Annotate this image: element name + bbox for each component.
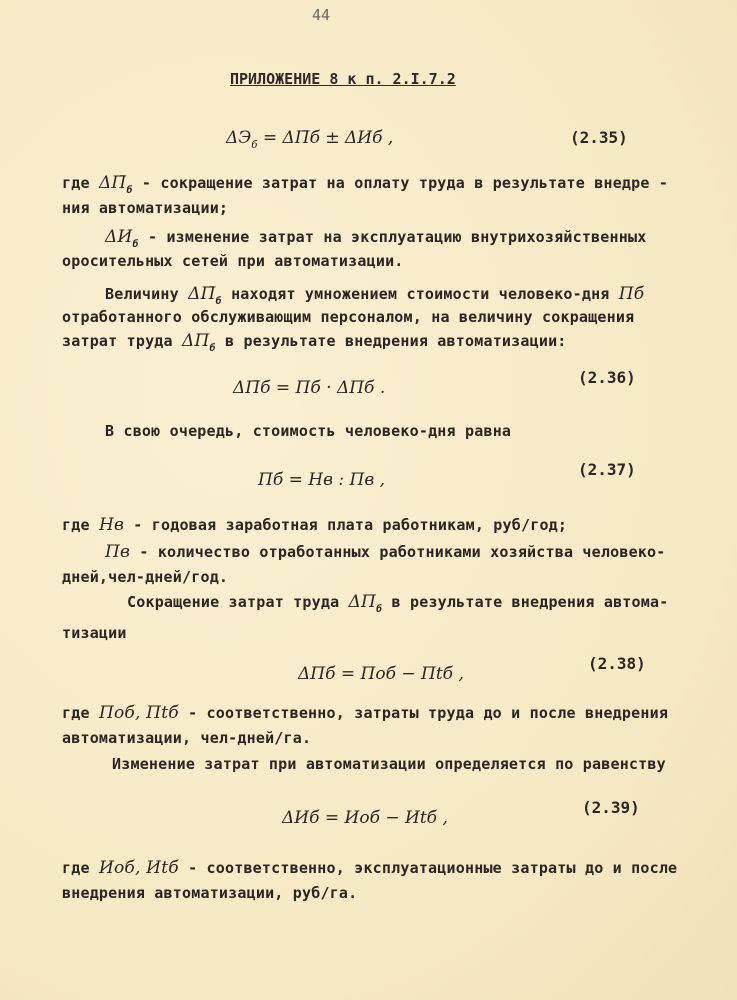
symbol: Иоб, Иtб	[98, 858, 179, 878]
paragraph-line: ния автоматизации;	[62, 199, 229, 217]
eq-lhs: ΔЭ	[226, 128, 252, 148]
paragraph-line	[62, 703, 668, 723]
paragraph-line: Изменение затрат при автоматизации определяется по равенству	[112, 755, 666, 773]
equation-2-39: ΔИб = Иоб − Иtб ,	[282, 808, 448, 828]
symbol: ΔИ	[105, 227, 133, 247]
equation-number-2-36: (2.36)	[578, 368, 636, 387]
paragraph-line	[105, 542, 666, 562]
symbol: ΔП	[348, 592, 377, 612]
text: в результате внедрения автома-	[391, 593, 669, 611]
paragraph-line: дней,чел-дней/год.	[62, 568, 229, 586]
text: где	[62, 704, 90, 722]
symbol: ΔП	[182, 331, 210, 351]
paragraph-line: Сокращение затрат труда $\Delta П_б$ в результате внедрения автома-	[127, 592, 669, 615]
symbol: ΔП̄	[188, 284, 216, 304]
equation-number-2-39: (2.39)	[582, 798, 640, 817]
symbol: Нв	[98, 515, 125, 535]
page-number: 44	[312, 6, 331, 24]
paragraph-line: где $\Delta П̄_б$ - сокращение затрат на оплату труда в результате внедре -	[62, 173, 669, 196]
text: Сокращение затрат труда	[127, 593, 340, 611]
paragraph-line: тизации	[62, 624, 127, 642]
text: - соответственно, эксплуатационные затраты до и после	[188, 859, 678, 877]
text: - годовая заработная плата работникам, руб/год;	[133, 516, 568, 534]
symbol: ΔП̄	[98, 173, 127, 193]
eq-lhs-sub: б	[251, 140, 258, 151]
text: затрат труда	[62, 332, 173, 350]
equation-2-35	[226, 128, 393, 151]
symbol: Пб	[618, 284, 645, 304]
paragraph-line: $\Delta И_б$ - изменение затрат на эксплуатацию внутрихозяйственных	[105, 227, 647, 250]
paragraph-line: внедрения автоматизации, руб/га.	[62, 884, 358, 902]
paragraph-line: отработанного обслуживающим персоналом, на величину сокращения	[62, 308, 635, 326]
paragraph-line: Величину $\Delta П̄_б$ находят умножением стоимости человеко-дня Пб	[105, 284, 645, 307]
symbol: Поб, Пtб	[98, 703, 179, 723]
paragraph-line: оросительных сетей при автоматизации.	[62, 252, 404, 270]
paragraph-line: автоматизации, чел-дней/га.	[62, 729, 312, 747]
text: - соответственно, затраты труда до и после внедрения	[188, 704, 669, 722]
equation-2-37: Пб = Нв : Пв ,	[258, 470, 386, 490]
text: - количество отработанных работниками хозяйства человеко-	[139, 543, 666, 561]
appendix-heading: ПРИЛОЖЕНИЕ 8 к п. 2.I.7.2	[230, 70, 456, 88]
equation-2-38: ΔПб = Поб − Пtб ,	[298, 664, 464, 684]
paragraph-line	[62, 858, 677, 878]
text: находят умножением стоимости человеко-дня	[231, 285, 610, 303]
text: - сокращение затрат на оплату труда в результате внедре -	[141, 174, 669, 192]
equation-number-2-35: (2.35)	[570, 128, 628, 147]
text: где	[62, 174, 90, 192]
text: где	[62, 859, 90, 877]
text: где	[62, 516, 90, 534]
equation-number-2-38: (2.38)	[588, 654, 646, 673]
equation-number-2-37: (2.37)	[578, 460, 636, 479]
eq-rhs: = ΔП̄б ± ΔИб ,	[262, 128, 394, 148]
text: Величину	[105, 285, 179, 303]
paragraph-line: В свою очередь, стоимость человеко-дня равна	[105, 422, 512, 440]
symbol: Пв	[105, 542, 131, 562]
equation-2-36: ΔП̄б = Пб · ΔПб .	[233, 378, 386, 398]
text: - изменение затрат на эксплуатацию внутрихозяйственных	[147, 228, 647, 246]
paragraph-line	[62, 515, 567, 535]
paragraph-line: затрат труда $\Delta П_б$ в результате внедрения автоматизации:	[62, 331, 567, 354]
text: в результате внедрения автоматизации:	[225, 332, 567, 350]
